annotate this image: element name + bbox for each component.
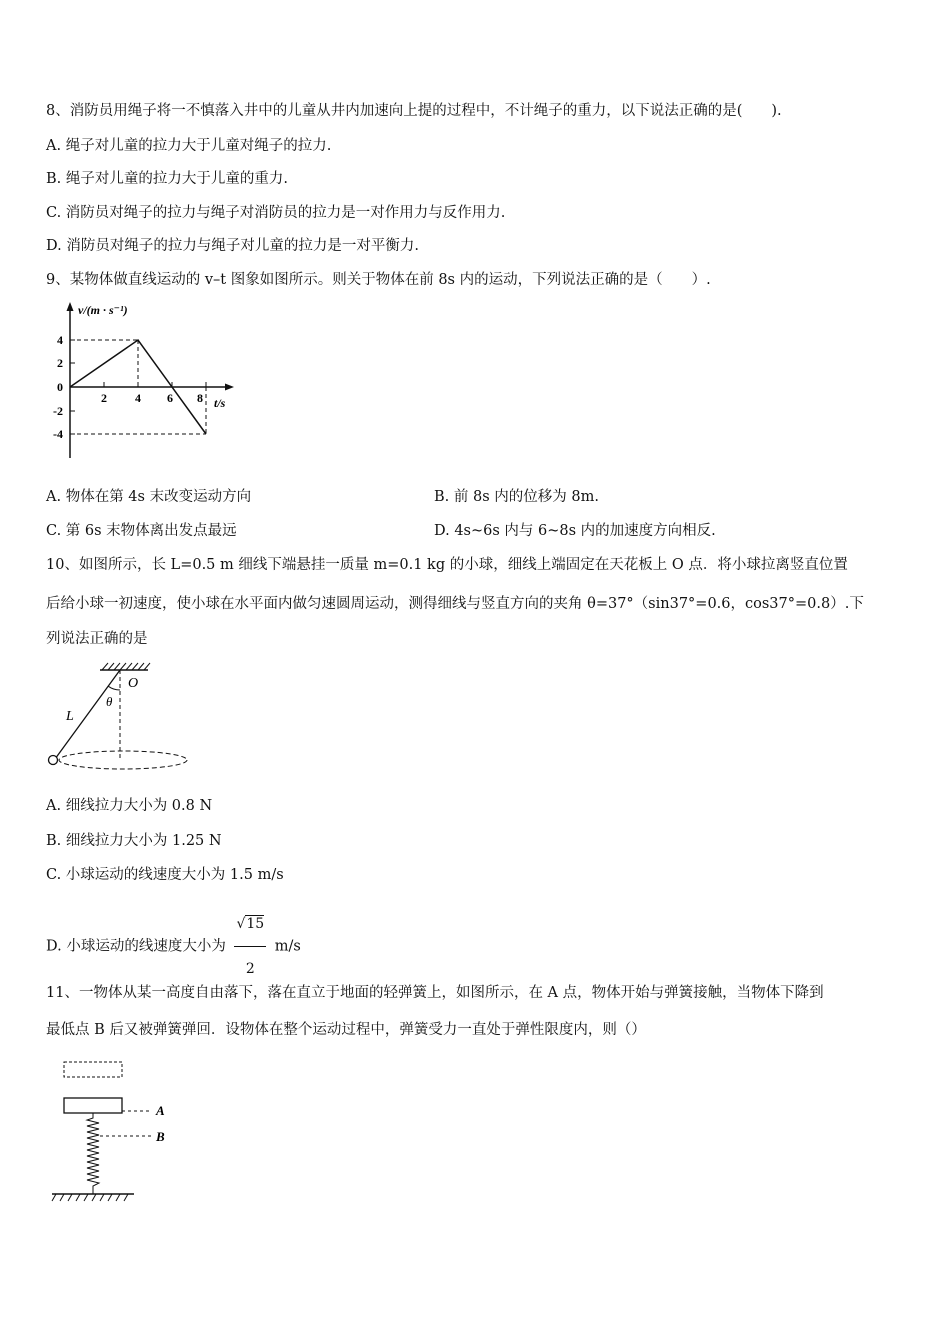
q10-stem-line2: 后给小球一初速度，使小球在水平面内做匀速圆周运动，测得细线与竖直方向的夹角 θ=37°（sin37°=0.6，cos37°=0.8）.下 — [46, 596, 864, 612]
length-label: L — [66, 709, 74, 724]
q8-option-c: C. 消防员对绳子的拉力与绳子对消防员的拉力是一对作用力与反作用力. — [46, 205, 506, 221]
y-tick-label: 0 — [57, 380, 63, 394]
ceiling-hatching — [102, 663, 150, 670]
x-axis-label: t/s — [214, 396, 226, 410]
q9-option-b: B. 前 8s 内的位移为 8m. — [434, 489, 599, 505]
point-o-label: O — [128, 676, 139, 691]
q9-option-c: C. 第 6s 末物体离出发点最远 — [46, 523, 237, 539]
q10-option-a: A. 细线拉力大小为 0.8 N — [46, 798, 213, 814]
point-b-label: B — [156, 1129, 165, 1144]
y-tick-label: 2 — [57, 356, 63, 370]
fraction-numerator: 15 — [246, 916, 265, 932]
y-tick-label: -2 — [53, 404, 63, 418]
block — [64, 1098, 122, 1113]
string — [55, 670, 120, 759]
circular-path — [59, 751, 187, 769]
q10-stem-line3: 列说法正确的是 — [46, 631, 148, 647]
point-a-label: A — [156, 1103, 165, 1118]
y-axis-label: v/(m · s⁻¹) — [78, 303, 128, 317]
theta-label: θ — [106, 694, 113, 709]
q10-stem-line1: 10、如图所示，长 L=0.5 m 细线下端悬挂一质量 m=0.1 kg 的小球，细线上端固定在天花板上 O 点．将小球拉离竖直位置 — [46, 557, 848, 573]
q9-option-a: A. 物体在第 4s 末改变运动方向 — [46, 489, 252, 505]
ball — [49, 756, 58, 765]
x-axis-arrow — [225, 384, 234, 391]
q10-option-d-unit: m/s — [274, 938, 301, 955]
q8-option-b: B. 绳子对儿童的拉力大于儿童的重力. — [46, 171, 288, 187]
q10-option-b: B. 细线拉力大小为 1.25 N — [46, 833, 222, 849]
x-tick-label: 4 — [135, 391, 141, 405]
y-tick-label: 4 — [57, 333, 63, 347]
y-tick-label: -4 — [53, 427, 63, 441]
sqrt-fraction: $\frac{√15}{2}$ — [234, 902, 266, 991]
q11-stem-line1: 11、一物体从某一高度自由落下，落在直立于地面的轻弹簧上，如图所示，在 A 点，物体开始与弹簧接触，当物体下降到 — [46, 985, 824, 1001]
q9-option-d: D. 4s~6s 内与 6~8s 内的加速度方向相反. — [434, 523, 716, 539]
q9-vt-graph — [48, 298, 248, 463]
q8-stem: 8、消防员用绳子将一不慎落入井中的儿童从井内加速向上提的过程中，不计绳子的重力，以下说法正确的是( ). — [46, 103, 782, 119]
q11-spring-figure — [48, 1056, 188, 1206]
y-axis-arrow — [67, 302, 74, 311]
fraction-denominator: 2 — [245, 961, 255, 977]
q10-conical-pendulum-figure — [44, 658, 194, 778]
q10-option-d-text: D. 小球运动的线速度大小为 — [46, 938, 226, 955]
q8-option-a: A. 绳子对儿童的拉力大于儿童对绳子的拉力. — [46, 138, 332, 154]
x-tick-label: 2 — [101, 391, 107, 405]
q10-option-c: C. 小球运动的线速度大小为 1.5 m/s — [46, 867, 284, 883]
block-initial-dashed — [64, 1062, 122, 1077]
q11-stem-line2: 最低点 B 后又被弹簧弹回．设物体在整个运动过程中，弹簧受力一直处于弹性限度内，则（） — [46, 1022, 646, 1038]
ground-hatching — [52, 1194, 128, 1201]
angle-arc — [108, 686, 120, 690]
spring — [87, 1113, 99, 1194]
q9-stem: 9、某物体做直线运动的 v–t 图象如图所示。则关于物体在前 8s 内的运动，下列说法正确的是（ ）. — [46, 272, 711, 288]
q10-option-d — [46, 902, 301, 991]
x-tick-label: 8 — [197, 391, 203, 405]
q8-option-d: D. 消防员对绳子的拉力与绳子对儿童的拉力是一对平衡力. — [46, 238, 419, 254]
x-tick-label: 6 — [167, 391, 173, 405]
